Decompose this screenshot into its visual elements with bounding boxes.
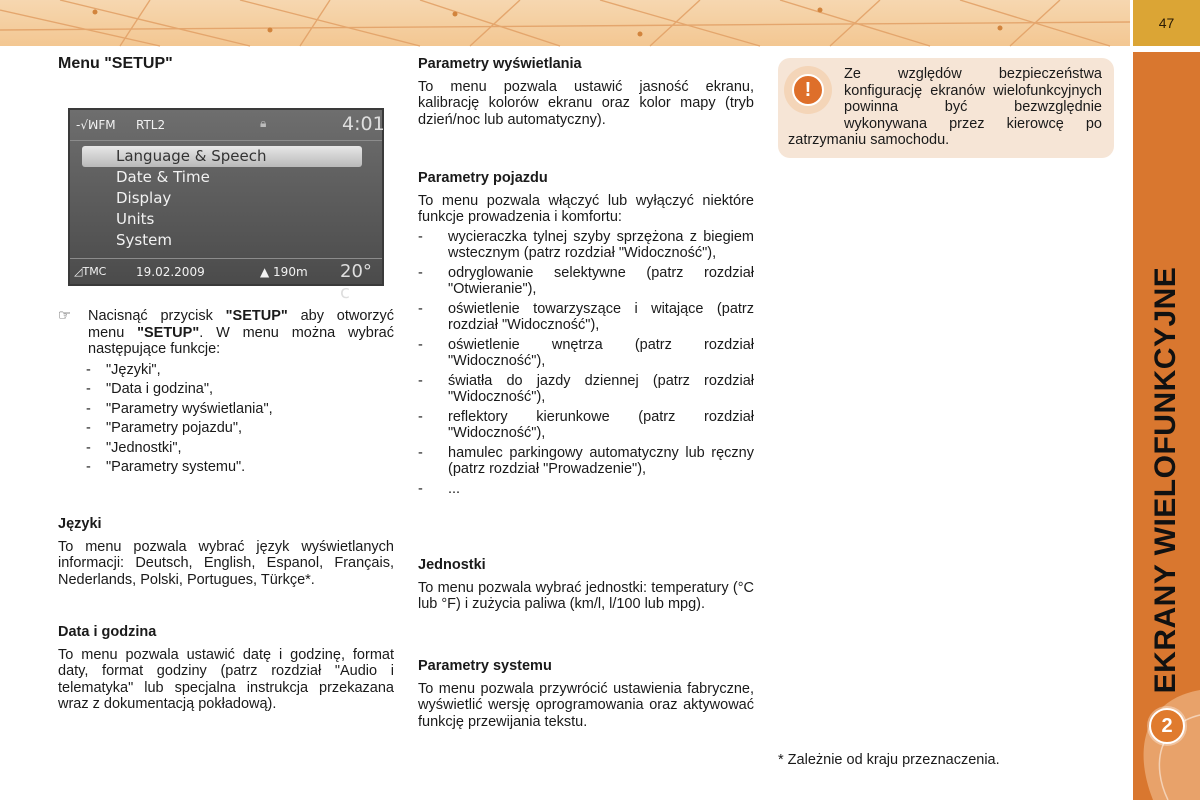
column-left bbox=[58, 56, 394, 73]
lock-icon: 🔒︎ bbox=[260, 116, 267, 130]
list-item: - wycieraczka tylnej szyby sprzężona z biegiem wstecznym (patrz rozdział "Widoczność"), bbox=[418, 228, 754, 261]
warning-icon-glyph: ! bbox=[792, 74, 824, 106]
function-list bbox=[58, 362, 394, 476]
screen-temperature: 20° c bbox=[340, 261, 372, 303]
section-text: To menu pozwala ustawić jasność ekranu, kalibrację kolorów ekranu oraz kolor mapy (tryb dzień/noc lub automatyczny). bbox=[418, 78, 754, 128]
section-heading: Parametry wyświetlania bbox=[418, 56, 582, 72]
section-heading: Parametry systemu bbox=[418, 658, 552, 674]
list-item: - ... bbox=[418, 480, 461, 497]
screen-status-bar bbox=[70, 110, 385, 141]
list-item: - hamulec parkingowy automatyczny lub ręczny (patrz rozdział "Prowadzenie"), bbox=[418, 444, 754, 477]
section-title: Menu "SETUP" bbox=[58, 55, 173, 72]
header-band bbox=[0, 0, 1130, 46]
instruction-setup-bold: "SETUP" bbox=[137, 324, 200, 341]
screen-tmc: ◿TMC bbox=[74, 265, 107, 278]
list-item: - "Parametry pojazdu", bbox=[86, 420, 243, 436]
instruction-part: Nacisnąć przycisk bbox=[88, 308, 226, 324]
chapter-title: EKRANY WIELOFUNKCYJNE bbox=[1149, 266, 1182, 694]
section-data-godzina bbox=[58, 624, 394, 713]
section-heading: Data i godzina bbox=[58, 624, 157, 640]
screen-time: 4:01 bbox=[342, 113, 385, 135]
section-text: To menu pozwala wybrać język wyświetlanych informacji: Deutsch, English, Espanol, Français, Nederlands, Polski, Portugues, Türkçe*. bbox=[58, 538, 394, 588]
side-tab-arc bbox=[1133, 690, 1200, 800]
list-item: - światła do jazdy dziennej (patrz rozdział "Widoczność"), bbox=[418, 372, 754, 405]
warning-text-wrap bbox=[788, 66, 1102, 149]
section-jednostki bbox=[418, 557, 754, 613]
warning-text: Ze względów bezpieczeństwa konfigurację ekranów wielofunkcyjnych powinna być bezwzględnie wykonywana przez kierowcę po zatrzymaniu samochodu. bbox=[788, 66, 1102, 148]
chapter-number-badge: 2 bbox=[1149, 708, 1185, 744]
list-item: - "Języki", bbox=[86, 361, 161, 378]
tmc-label: TMC bbox=[82, 265, 107, 278]
section-text: To menu pozwala przywrócić ustawienia fabryczne, wyświetlić wersję oprogramowania oraz aktywować funkcję przewijania tekstu. bbox=[418, 680, 754, 730]
section-heading: Jednostki bbox=[418, 557, 486, 573]
section-wyswietlanie bbox=[418, 56, 754, 128]
distance-value: 190m bbox=[273, 265, 308, 279]
page-number-box bbox=[1133, 0, 1200, 46]
list-item: - "Jednostki", bbox=[86, 439, 182, 456]
list-item: - "Parametry systemu". bbox=[86, 459, 246, 475]
instruction-setup-bold: "SETUP" bbox=[225, 308, 288, 324]
screen-band: -√ꟽFM bbox=[76, 118, 116, 132]
screen-menu bbox=[82, 146, 362, 251]
instruction-part: aby otworzyć menu bbox=[88, 308, 394, 341]
list-item: - oświetlenie towarzyszące i witające (patrz rozdział "Widoczność"), bbox=[418, 300, 754, 333]
page-number: 47 bbox=[1158, 15, 1175, 31]
screen-menu-item: Date & Time bbox=[116, 168, 210, 186]
display-screen-image bbox=[68, 108, 385, 303]
screen-station: RTL2 bbox=[136, 118, 166, 132]
section-text: To menu pozwala wybrać jednostki: temperatury (°C lub °F) i zużycia paliwa (km/l, l/100 lub mpg). bbox=[418, 579, 754, 612]
section-heading: Języki bbox=[58, 516, 102, 532]
list-item: - odryglowanie selektywne (patrz rozdział "Otwieranie"), bbox=[418, 264, 754, 297]
list-item: - "Data i godzina", bbox=[86, 381, 214, 397]
instruction-text bbox=[88, 308, 394, 358]
vehicle-options-list bbox=[418, 229, 754, 498]
section-heading: Parametry pojazdu bbox=[418, 170, 548, 186]
instruction bbox=[58, 308, 394, 358]
section-system bbox=[418, 658, 754, 730]
screen-menu-item: System bbox=[116, 231, 172, 249]
screen-menu-item: Language & Speech bbox=[82, 146, 362, 167]
footnote: * Zależnie od kraju przeznaczenia. bbox=[778, 752, 1000, 768]
screen-distance: ▲ 190m bbox=[260, 265, 308, 279]
section-text: To menu pozwala ustawić datę i godzinę, format daty, format godziny (patrz rozdział "Audio i telematyka" lub specjalna instrukcja przekazana wraz z dokumentacją pokładową). bbox=[58, 646, 394, 712]
list-item: - oświetlenie wnętrza (patrz rozdział "Widoczność"), bbox=[418, 336, 754, 369]
section-pojazd bbox=[418, 170, 754, 497]
screen-date: 19.02.2009 bbox=[136, 265, 205, 279]
safety-warning-box bbox=[778, 58, 1114, 158]
section-text: To menu pozwala włączyć lub wyłączyć niektóre funkcje prowadzenia i komfortu: bbox=[418, 192, 754, 225]
list-item: - "Parametry wyświetlania", bbox=[86, 400, 273, 417]
list-item: - reflektory kierunkowe (patrz rozdział "Widoczność"), bbox=[418, 408, 754, 441]
pointer-hand-icon: ☞ bbox=[58, 308, 71, 324]
section-jezyki bbox=[58, 516, 394, 588]
screen-menu-item: Units bbox=[116, 210, 155, 228]
instruction-part: . W menu można wybrać następujące funkcje: bbox=[88, 324, 394, 357]
column-left-body bbox=[58, 308, 394, 479]
header-pattern bbox=[0, 0, 1130, 46]
screen-menu-item: Display bbox=[116, 189, 172, 207]
screen-footer bbox=[70, 258, 382, 303]
